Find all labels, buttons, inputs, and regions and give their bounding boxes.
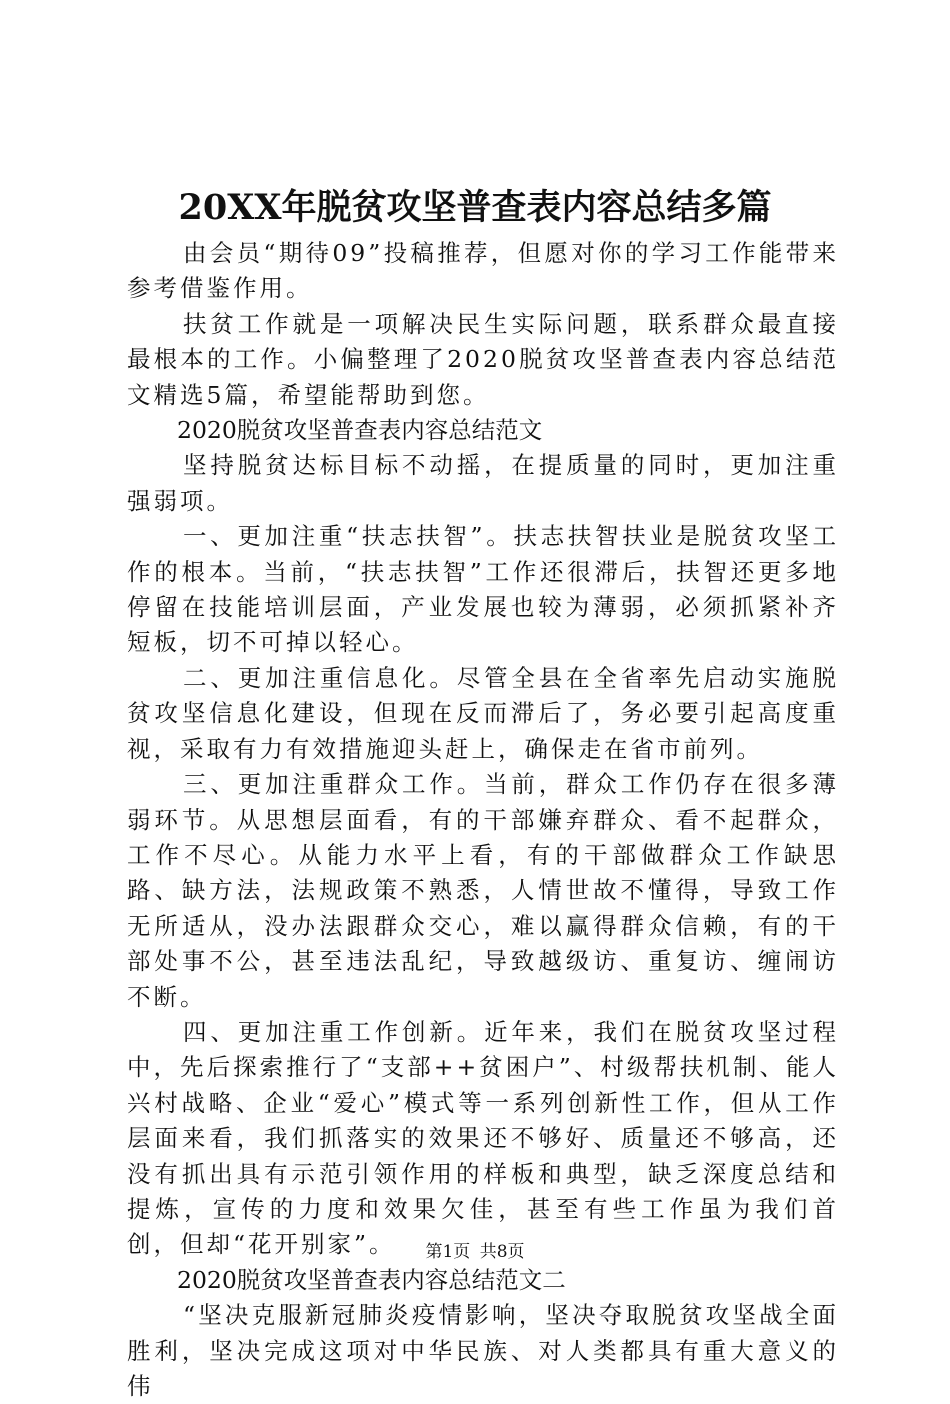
body-paragraph: 坚持脱贫达标目标不动摇，在提质量的同时，更加注重强弱项。 [127, 451, 839, 515]
summary-paragraph: 扶贫工作就是一项解决民生实际问题，联系群众最直接最根本的工作。小偏整理了2020脱贫攻坚普查表内容总结范文精选5篇，希望能帮助到您。 [127, 309, 839, 409]
section-heading-2: 2020脱贫攻坚普查表内容总结范文二 [177, 1265, 566, 1294]
page-number: 第1页 [425, 1242, 471, 1262]
body-paragraph-continued: “坚决克服新冠肺炎疫情影响，坚决夺取脱贫攻坚战全面胜利，坚决完成这项对中华民族、对人类都具有重大意义的伟 [127, 1301, 839, 1400]
body-paragraph-point-1: 一、更加注重“扶志扶智”。扶志扶智扶业是脱贫攻坚工作的根本。当前，“扶志扶智”工作还很滞后，扶智还更多地停留在技能培训层面，产业发展也较为薄弱，必须抓紧补齐短板，切不可掉以轻心。 [127, 522, 839, 657]
body-paragraph-point-3: 三、更加注重群众工作。当前，群众工作仍存在很多薄弱环节。从思想层面看，有的干部嫌弃群众、看不起群众，工作不尽心。从能力水平上看，有的干部做群众工作缺思路、缺方法，法规政策不熟悉，人情世故不懂得，导致工作无所适从，没办法跟群众交心，难以赢得群众信赖，有的干部处事不公，甚至违法乱纪，导致越级访、重复访、缠闹访不断。 [127, 770, 839, 1011]
body-paragraph-point-2: 二、更加注重信息化。尽管全县在全省率先启动实施脱贫攻坚信息化建设，但现在反而滞后了，务必要引起高度重视，采取有力有效措施迎头赶上，确保走在省市前列。 [127, 663, 839, 763]
document-title: 20XX年脱贫攻坚普查表内容总结多篇 [178, 187, 772, 228]
document-body [127, 236, 839, 1404]
section-heading: 2020脱贫攻坚普查表内容总结范文 [177, 416, 543, 445]
page-total: 共8页 [479, 1242, 525, 1262]
intro-paragraph: 由会员“期待09”投稿推荐，但愿对你的学习工作能带来参考借鉴作用。 [127, 239, 839, 303]
body-paragraph-point-4: 四、更加注重工作创新。近年来，我们在脱贫攻坚过程中，先后探索推行了“支部++贫困户”、村级帮扶机制、能人兴村战略、企业“爱心”模式等一系列创新性工作，但从工作层面来看，我们抓落实的效果还不够好、质量还不够高，还没有抓出具有示范引领作用的样板和典型，缺乏深度总结和提炼，宣传的力度和效果欠佳，甚至有些工作虽为我们首创，但却“花开别家”。 [127, 1017, 839, 1259]
page-footer [0, 1240, 950, 1264]
